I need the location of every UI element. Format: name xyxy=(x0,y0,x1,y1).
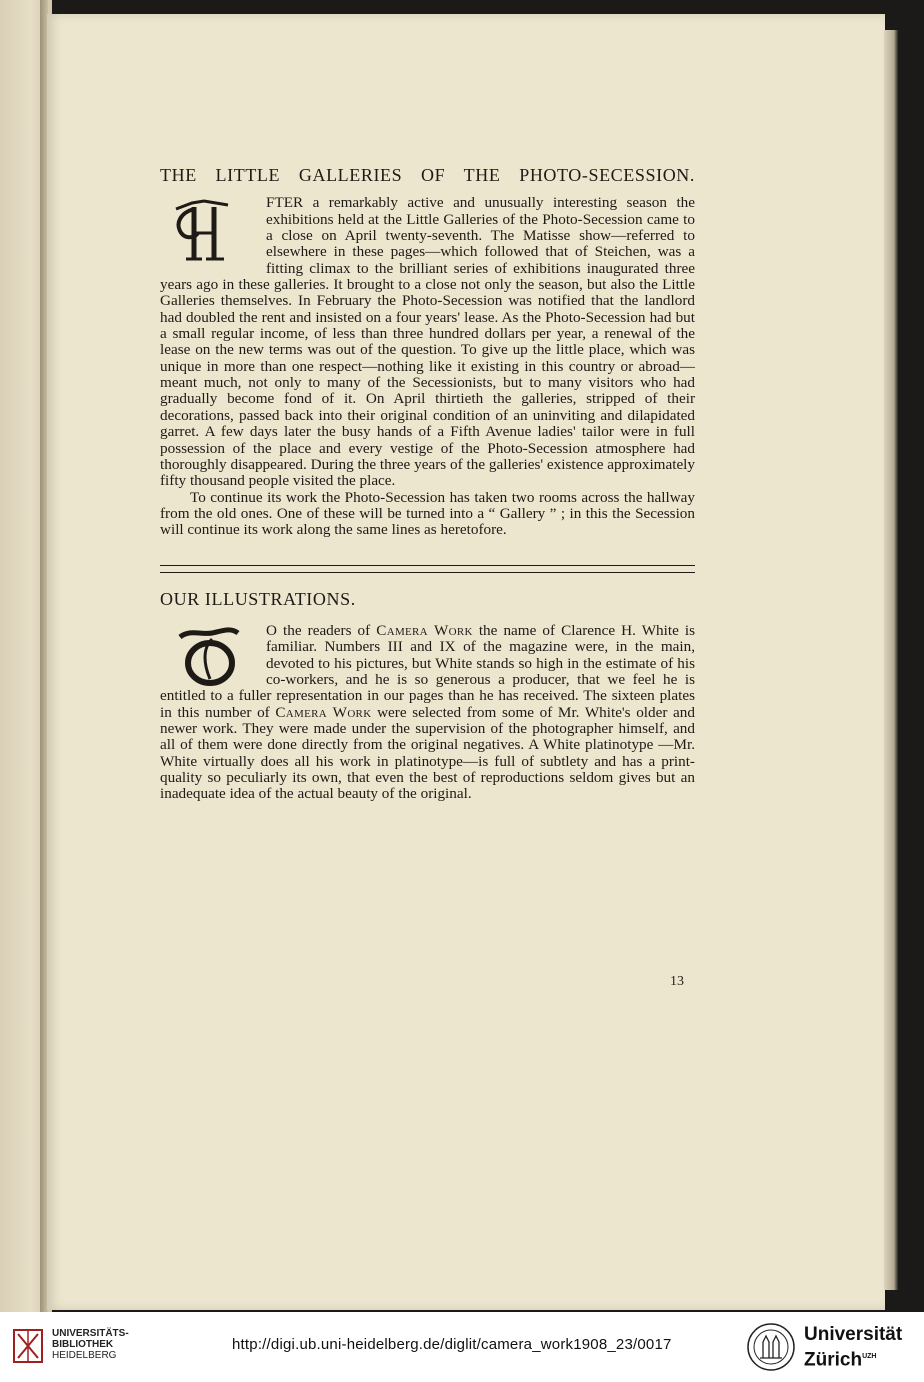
heidelberg-library-name: UNIVERSITÄTS- BIBLIOTHEK HEIDELBERG xyxy=(52,1328,129,1361)
page-fore-edge xyxy=(884,30,898,1290)
source-url-link[interactable]: http://digi.ub.uni-heidelberg.de/diglit/camera_work1908_23/0017 xyxy=(232,1336,672,1353)
page-text-block xyxy=(160,167,695,803)
zurich-university-seal-icon xyxy=(746,1322,796,1372)
paragraph-galleries-1 xyxy=(160,195,695,489)
dropcap-a xyxy=(170,199,256,263)
digitization-footer xyxy=(0,1312,924,1382)
section-title-illustrations: OUR ILLUSTRATIONS. xyxy=(160,588,356,609)
paragraph-galleries-1-text: FTER a remarkably active and unusually interesting season the exhibitions held at the Little Galleries of the Photo-Secession came to a close on April twenty-seventh. The Matisse show—referred to elsewhere in these pages—which followed that of Steichen, was a fitting climax to the brilliant series of exhibitions inaugurated three years ago in these galleries. It brought to a close not only the season, but also the Little Galleries themselves. In February the Photo-Secession was notified that the landlord had doubled the rent and insisted on a four years' lease. As the Photo-Secession had but a small regular income, of less than three hundred dollars per year, a renewal of the lease on the new terms was out of the question. To give up the little place, which was unique in more than one respect—nothing like it existing in this country or abroad—meant much, not only to many of the Secessionists, but to many visitors who had gradually become fond of it. On April thirtieth the galleries, stripped of their decorations, passed back into their original condition of an uninviting and dilapidated garret. A few days later the busy hands of a Fifth Avenue ladies' tailor were in full possession of the place and every vestige of the Photo-Secession atmosphere had thoroughly disappeared. During the three years of the galleries' existence approximately fifty thousand people visited the place. xyxy=(160,194,695,490)
section-title-galleries: THE LITTLE GALLERIES OF THE PHOTO-SECESSION. xyxy=(160,165,695,185)
zurich-university-name: Universität Zürich$^{UZH}$ xyxy=(804,1324,903,1371)
camera-work-title-2: Camera Work xyxy=(275,703,372,721)
camera-work-title-1: Camera Work xyxy=(376,621,473,639)
section-divider-rule xyxy=(160,565,695,573)
dropcap-t xyxy=(172,625,256,687)
heidelberg-library-logo-icon xyxy=(10,1326,46,1366)
dropcap-t-icon xyxy=(172,625,254,689)
page-number: 13 xyxy=(670,974,684,989)
paragraph-illustrations: O the readers of Camera Work the name of Clarence H. White is familiar. Numbers III and IX of the magazine were, in the main, devoted to his pictures, but White stands so high in the estimate of his co-workers, and he is so generous a producer, that we feel he is entitled to a fuller representation in our pages than he has received. The sixteen plates in this number of Camera Work were selected from some of Mr. White's older and newer work. They were made under the supervision of the photographer himself, and all of them were done directly from the original negatives. A White platinotype —Mr. White virtually does all his work in platinotype—is full of subtlety and has a print-quality so peculiarly its own, that even the best of reproductions seldom gives but an inadequate idea of the actual beauty of the original. xyxy=(160,621,695,803)
dropcap-a-icon xyxy=(170,199,252,263)
paragraph-galleries-2: To continue its work the Photo-Secession has taken two rooms across the hallway from the old ones. One of these will be turned into a “ Gallery ” ; in this the Secession will continue its work along the same lines as heretofore. xyxy=(160,488,695,539)
